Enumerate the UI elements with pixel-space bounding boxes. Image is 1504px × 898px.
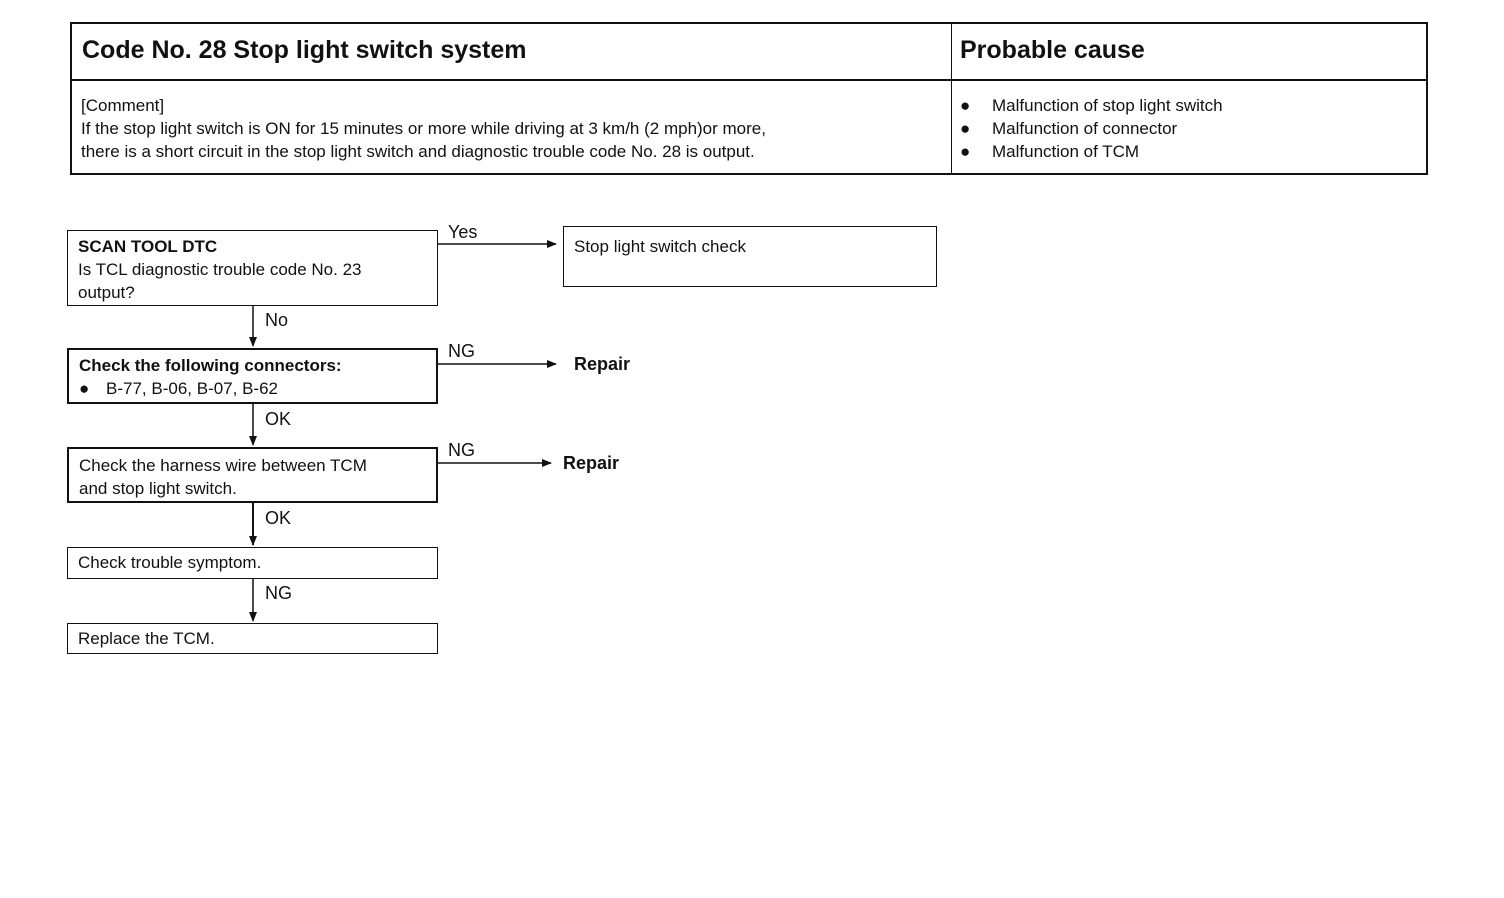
connector-list [79, 377, 426, 400]
repair-result-2: Repair [563, 453, 620, 473]
no-label: No [265, 310, 289, 330]
probable-cause-title: Probable cause [960, 36, 1145, 64]
cause-text: Malfunction of TCM [992, 142, 1140, 161]
ng-label-1: NG [448, 341, 475, 361]
connector-list-text: B-77, B-06, B-07, B-62 [106, 379, 278, 398]
step-check-connectors [67, 348, 438, 404]
comment-line-1: If the stop light switch is ON for 15 minutes or more while driving at 3 km/h (2 mph)or more, [81, 119, 766, 138]
step-replace-tcm [67, 623, 438, 654]
ok-label-1: OK [265, 409, 292, 429]
yes-label: Yes [448, 222, 478, 242]
check-harness-line-1: Check the harness wire between TCM [79, 456, 367, 475]
step-scan-tool-title: SCAN TOOL DTC [78, 237, 218, 256]
step-stop-light-switch-check [563, 226, 937, 287]
bullet-icon: ● [960, 96, 971, 115]
check-connectors-title: Check the following connectors: [79, 356, 342, 375]
code-title: Code No. 28 Stop light switch system [82, 36, 527, 64]
replace-tcm-text: Replace the TCM. [78, 629, 215, 648]
repair-result-1: Repair [574, 354, 631, 374]
check-trouble-symptom-text: Check trouble symptom. [78, 553, 262, 572]
stop-light-switch-check-text: Stop light switch check [574, 237, 746, 256]
cause-text: Malfunction of connector [992, 119, 1178, 138]
bullet-icon: ● [960, 119, 971, 138]
step-scan-tool-dtc [67, 230, 438, 306]
ng-label-3: NG [265, 583, 292, 603]
cause-text: Malfunction of stop light switch [992, 96, 1223, 115]
bullet-icon: ● [960, 142, 971, 161]
step-check-harness [67, 447, 438, 503]
step-scan-tool-line-2: output? [78, 283, 135, 302]
ok-label-2: OK [265, 508, 292, 528]
comment-line-2: there is a short circuit in the stop light switch and diagnostic trouble code No. 28 is output. [81, 142, 755, 161]
step-check-trouble-symptom [67, 547, 438, 579]
bullet-icon: ● [79, 379, 90, 398]
comment-heading: [Comment] [81, 96, 165, 115]
ng-label-2: NG [448, 440, 475, 460]
step-scan-tool-line-1: Is TCL diagnostic trouble code No. 23 [78, 260, 362, 279]
check-harness-line-2: and stop light switch. [79, 479, 237, 498]
